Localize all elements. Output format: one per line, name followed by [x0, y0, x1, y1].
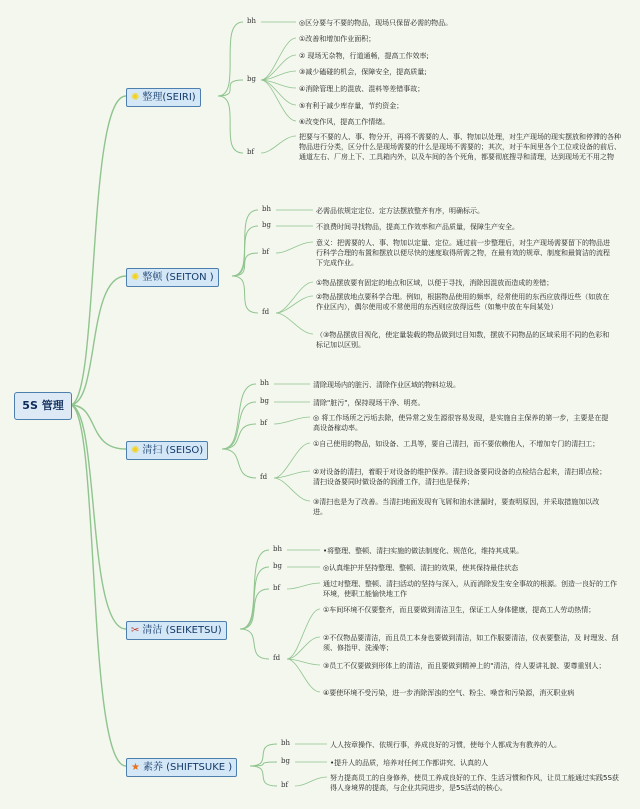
branch-node[interactable] — [126, 441, 208, 460]
item-label: bf — [262, 248, 270, 256]
item-text: ④要使环境不受污染，进一步消除浑浊的空气、粉尘、噪音和污染源，消灭职业病 — [323, 689, 575, 697]
item-text: ④消除管理上的混放、混料等差错事故； — [299, 85, 425, 93]
item-text: 清除现场内的脏污、清除作业区域的物料垃圾。 — [313, 381, 460, 389]
text-connector — [274, 471, 310, 478]
text-connector — [276, 313, 313, 334]
branch-connector — [70, 96, 126, 405]
item-label: fd — [273, 654, 281, 662]
item-connector — [232, 276, 258, 313]
item-text: 努力提高员工的自身修养，使员工养成良好的工作、生活习惯和作风，让员工能通过实践5S获得人身境界的提高，与企业共同进步，是5S活动的核心。 — [330, 774, 619, 792]
item-label: bh — [262, 205, 271, 213]
branch-title: 清扫 (SEISO) — [142, 445, 204, 456]
item-label: bf — [247, 148, 255, 156]
item-connector — [218, 96, 243, 153]
item-label: bg — [273, 562, 282, 570]
item-connector — [222, 402, 256, 449]
item-text: ③清扫也是为了改善。当清扫地面发现有飞屑和油水泄漏时，要查明原因，并采取措施加以改进。 — [313, 498, 600, 516]
text-connector — [287, 609, 320, 659]
branch-node[interactable] — [126, 268, 219, 287]
item-text: 清除"脏污"，保持现场干净、明亮。 — [313, 399, 425, 407]
item-connector — [222, 424, 256, 449]
item-text: ◎区分要与不要的物品，现场只保留必需的物品。 — [299, 19, 453, 27]
item-label: bg — [260, 397, 269, 405]
text-connector — [274, 417, 310, 424]
branch-title: 素养 (SHIFTSUKE ) — [142, 762, 233, 773]
item-text: ⑤有利于减少库存量，节约资金； — [299, 102, 404, 110]
item-text: ⑥改变作风，提高工作情绪。 — [299, 118, 390, 126]
item-text: ②物品摆放地点要科学合理。例如，根据物品使用的频率，经常使用的东西应放得近些（如放在作业区内），偶尔使用或不常使用的东西则应放得远些（如集中放在车间某处） — [316, 293, 610, 311]
branch-connector — [70, 405, 126, 629]
item-text: 不浪费时间寻找物品，提高工作效率和产品质量，保障生产安全。 — [316, 223, 519, 231]
text-connector — [276, 242, 313, 253]
item-label: bf — [273, 584, 281, 592]
item-text: 意义：把需要的人、事、物加以定量、定位。通过前一步整理后，对生产现场需要留下的物品进行科学合理的布置和摆放以便尽快的速度取得所需之物，在最有效的规章、制度和最简洁的流程下完成作业。 — [316, 239, 610, 267]
item-text: ①物品摆放要有固定的地点和区域，以便于寻找，消除因混放而造成的差错； — [316, 279, 554, 287]
branch-connector — [70, 276, 126, 405]
item-connector — [222, 384, 256, 449]
item-connector — [250, 766, 277, 786]
text-connector — [287, 583, 320, 589]
item-text: ③员工不仅要做到形体上的清洁，而且要做到精神上的"清洁，待人要讲礼貌、要尊重别人； — [323, 662, 606, 670]
item-text: ②不仅物品要清洁，而且员工本身也要做到清洁，如工作服要清洁，仪表要整洁，及 时理发、刮须、修指甲、洗澡等； — [323, 634, 619, 652]
item-text: ①自己使用的物品，如设备、工具等，要自己清扫，而不要依赖他人，不增加专门的清扫工； — [313, 440, 600, 448]
branch-node[interactable] — [126, 758, 237, 777]
item-text: ◎ 将工作场所之污垢去除，使异常之发生源很容易发现，是实施自主保养的第一步，主要是在提高设备稼动率。 — [313, 414, 609, 432]
item-connector — [250, 744, 277, 766]
text-connector — [287, 659, 320, 692]
item-label: fd — [260, 473, 268, 481]
item-text: ③减少磕碰的机会，保障安全，提高质量; — [299, 68, 427, 76]
item-text: ②对设备的清扫，着眼于对设备的维护保养。清扫设备要同设备的点检结合起来，清扫即点检；清扫设备要同时做设备的润滑工作，清扫也是保养； — [313, 468, 607, 486]
item-label: fd — [262, 308, 270, 316]
item-label: bf — [260, 419, 268, 427]
item-connector — [218, 80, 243, 96]
sun-icon: ✺ — [131, 92, 140, 103]
item-label: bg — [262, 221, 271, 229]
text-connector — [261, 136, 296, 153]
star-icon: ★ — [131, 762, 140, 773]
branch-connector — [70, 405, 126, 766]
tools-icon: ✂ — [131, 625, 140, 636]
branch-node[interactable] — [126, 88, 201, 107]
item-text: 把要与不要的人、事、物分开，再将不需要的人、事、物加以处理，对生产现场的现实摆放和停滞的各种物品进行分类，区分什么是现场需要的什么是现场不需要的；其次，对于车间里各个工位或设备的前后、通道左右、厂房上下、工具箱内外，以及车间的各个死角，都要彻底搜寻和清理，达到现场无不用之物 — [299, 133, 621, 161]
item-text: 通过对整理、整顿、清扫活动的坚持与深入，从而消除发生安全事故的根源。创造一良好的工作环境，使职工能愉快地工作 — [323, 580, 617, 598]
item-text: 必需品依规定定位、定方法摆放整齐有序，明确标示。 — [316, 207, 484, 215]
text-connector — [261, 38, 296, 80]
item-text: （③物品摆放目视化，使定量装载的物品做到过目知数，摆放不同物品的区域采用不同的色彩和标记加以区别。 — [316, 331, 610, 349]
text-connector — [276, 296, 313, 313]
item-text: ①车间环境不仅要整齐，而且要做到清洁卫生，保证工人身体健康，提高工人劳动热情； — [323, 606, 596, 614]
item-text: ◎认真维护并坚持整理、整顿、清扫的效果，使其保持最佳状态 — [323, 564, 519, 572]
item-text: 人人按章操作、依规行事，养成良好的习惯，使每个人都成为有教养的人。 — [330, 741, 561, 749]
root-node[interactable]: 5S 管理 — [14, 392, 72, 420]
sun-icon: ✺ — [131, 445, 140, 456]
sun-icon: ✺ — [131, 272, 140, 283]
text-connector — [287, 659, 320, 665]
text-connector — [274, 478, 310, 501]
branch-node[interactable] — [126, 621, 227, 640]
branch-title: 整理(SEIRI) — [142, 92, 196, 103]
branch-title: 整顿 (SEITON ) — [142, 272, 214, 283]
item-text: •提升人的品质，培养对任何工作都讲究、认真的人 — [330, 759, 489, 767]
text-connector — [261, 80, 296, 121]
item-connector — [240, 629, 269, 659]
item-label: bh — [260, 379, 269, 387]
text-connector — [274, 443, 310, 478]
item-connector — [222, 449, 256, 478]
text-connector — [295, 777, 327, 786]
item-label: bh — [281, 739, 290, 747]
item-text: ①改善和增加作业面积； — [299, 35, 376, 43]
item-label: bf — [281, 781, 289, 789]
item-label: bg — [281, 757, 290, 765]
item-label: bg — [247, 75, 256, 83]
item-text: •将整理、整顿、清扫实施的做法制度化、规范化，维持其成果。 — [323, 547, 524, 555]
branch-title: 清洁 (SEIKETSU) — [142, 625, 222, 636]
item-label: bh — [273, 545, 282, 553]
item-connector — [232, 253, 258, 276]
item-label: bh — [247, 17, 256, 25]
item-text: ② 现场无杂物，行道通畅，提高工作效率; — [299, 52, 429, 60]
